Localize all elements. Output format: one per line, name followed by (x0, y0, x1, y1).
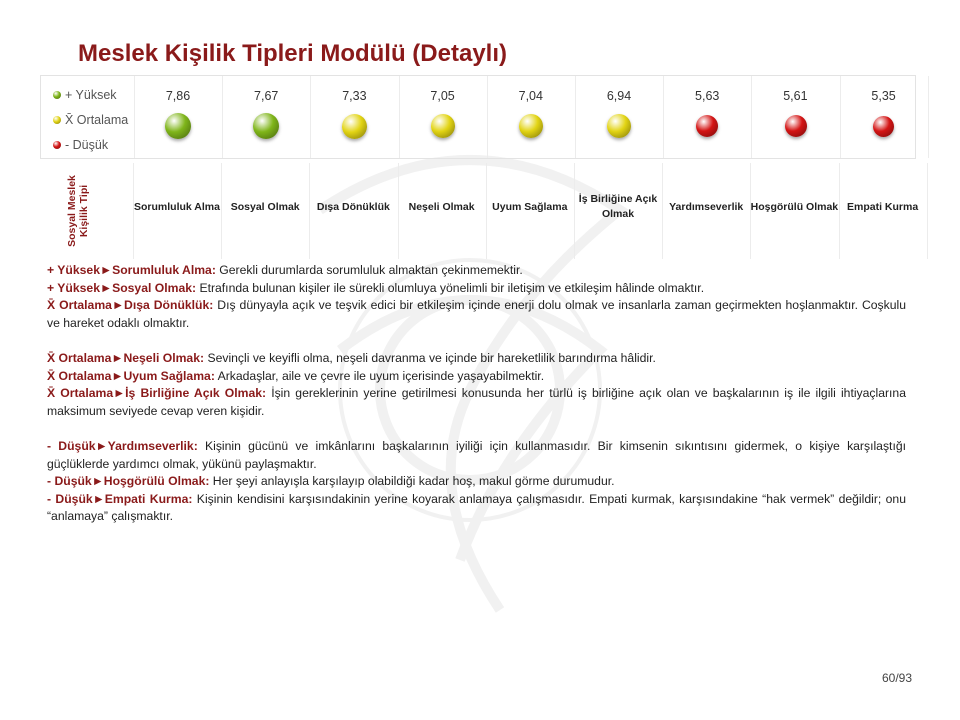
category-label: Empati Kurma (847, 200, 919, 213)
yellow-dot-icon (53, 116, 61, 124)
spacer (47, 332, 906, 350)
legend-item (53, 107, 128, 132)
category-row (40, 163, 919, 259)
grid-line (928, 76, 929, 158)
trait-description (47, 491, 906, 526)
score-value: 7,05 (430, 89, 455, 103)
row-title-text: Sosyal Meslek Kişilik Tipi (66, 175, 90, 247)
trait-name: Yardımseverlik: (107, 438, 198, 453)
score-value: 5,63 (695, 89, 720, 103)
pointer-icon: ► (95, 438, 108, 453)
trait-description (47, 385, 906, 420)
score-value: 5,61 (783, 89, 808, 103)
score-ball-icon (519, 114, 543, 138)
score-ball-icon (342, 114, 367, 139)
trait-name: Uyum Sağlama: (123, 368, 215, 383)
trait-name: Sorumluluk Alma: (112, 263, 216, 277)
score-value: 6,94 (606, 89, 632, 103)
trait-description (47, 262, 906, 280)
category-label: Dışa Dönüklük (316, 200, 390, 213)
trait-description (47, 368, 906, 386)
trait-level: - Düşük (47, 438, 96, 453)
legend-label: + Yüksek (65, 87, 117, 102)
pointer-icon: ► (111, 298, 125, 313)
category-label: İş Birliğine Açık Olmak (578, 193, 658, 220)
pointer-icon: ► (111, 350, 124, 365)
red-dot-icon (53, 141, 61, 149)
score-value: 7,67 (254, 89, 279, 103)
trait-text: Sevinçli ve keyifli olma, neşeli davranma ve içinde bir hareketlilik barındırma hâlidir. (204, 350, 656, 365)
page-title: Meslek Kişilik Tipleri Modülü (Detaylı) (78, 40, 507, 67)
legend-item (53, 132, 128, 157)
trait-name: Neşeli Olmak: (123, 350, 205, 365)
score-value: 7,33 (342, 89, 367, 103)
score-value: 7,86 (165, 89, 191, 103)
score-ball-icon (785, 115, 807, 137)
pointer-icon: ► (113, 386, 126, 401)
trait-level: X̄ Ortalama (47, 350, 112, 365)
description-content (47, 262, 906, 526)
score-value: 5,35 (871, 89, 896, 103)
pointer-icon: ► (91, 474, 104, 489)
grid-line (927, 163, 928, 259)
trait-level: - Düşük (47, 491, 93, 506)
trait-level: X̄ Ortalama (47, 298, 112, 313)
score-ball-icon (165, 113, 191, 139)
trait-text: Her şeyi anlayışla karşılayıp olabildiği kadar hoş, makul görme durumudur. (209, 474, 615, 489)
trait-text: Dış dünyayla açık ve teşvik edici bir etkileşim içinde enerji dolu olmak ve insanlarla zaman geçirmekten hoşlanmaktır. Coşkulu ve hareket odaklı olmaktır. (47, 298, 906, 330)
pointer-icon: ► (99, 263, 113, 277)
category-label: Sosyal Olmak (230, 200, 300, 213)
spacer (47, 420, 906, 438)
pointer-icon: ► (99, 280, 113, 295)
score-ball-icon (696, 115, 718, 137)
score-chart (40, 75, 916, 159)
trait-level: + Yüksek (47, 280, 100, 295)
trait-text: Kişinin kendisini karşısındakinin yerine koyarak anlamaya çalışmasıdır. Empati kurmak, karşısındakine “hak vermek” değildir; onu “anlamaya” çalışmaktır. (47, 491, 906, 524)
green-dot-icon (53, 91, 61, 99)
trait-level: - Düşük (47, 474, 92, 489)
chart-legend (53, 82, 128, 157)
score-value: 7,04 (518, 89, 543, 103)
score-ball-icon (607, 114, 631, 138)
legend-label: - Düşük (65, 137, 109, 152)
trait-level: + Yüksek (47, 263, 100, 277)
trait-description (47, 350, 906, 368)
trait-level: X̄ Ortalama (47, 368, 112, 383)
category-label: Neşeli Olmak (408, 200, 475, 213)
score-ball-icon (431, 114, 455, 138)
row-title (56, 167, 100, 255)
trait-name: Empati Kurma: (104, 491, 193, 506)
trait-description (47, 438, 906, 473)
trait-name: Dışa Dönüklük: (124, 298, 214, 313)
trait-level: X̄ Ortalama (47, 386, 114, 401)
legend-item (53, 82, 128, 107)
trait-description (47, 280, 906, 298)
score-ball-icon (253, 113, 279, 139)
page-number: 60/93 (881, 671, 912, 685)
category-label: Uyum Sağlama (492, 200, 568, 213)
trait-name: İş Birliğine Açık Olmak: (125, 386, 267, 401)
category-label: Yardımseverlik (669, 200, 744, 213)
category-label: Sorumluluk Alma (134, 200, 220, 213)
trait-text: Etrafında bulunan kişiler ile sürekli olumluya yönelimli bir iletişim ve etkileşim hâlinde olmaktır. (196, 280, 705, 295)
trait-name: Sosyal Olmak: (112, 280, 197, 295)
trait-name: Hoşgörülü Olmak: (103, 474, 210, 489)
pointer-icon: ► (92, 491, 105, 506)
trait-description (47, 297, 906, 332)
score-ball-icon (873, 116, 894, 137)
trait-text: Arkadaşlar, aile ve çevre ile uyum içerisinde yaşayabilmektir. (214, 368, 545, 383)
pointer-icon: ► (111, 368, 124, 383)
category-label: Hoşgörülü Olmak (750, 200, 839, 213)
trait-text: Kişinin gücünü ve imkânlarını başkalarının iyiliği için kullanmasıdır. Bir kimsenin sıkıntısını gidermek, o kişiye karşılaştığı güçlüklerde yardımcı olmak, yükünü paylaşmaktır. (47, 438, 906, 471)
trait-description (47, 473, 906, 491)
trait-text: İşin gereklerinin yerine getirilmesi konusunda her türlü iş birliğine açık olan ve başkalarının iş ile ilgili ihtiyaçlarına maksimum seviyede cevap veren kişidir. (47, 386, 906, 418)
trait-text: Gerekli durumlarda sorumluluk almaktan çekinmemektir. (215, 263, 523, 277)
legend-label: X̄ Ortalama (65, 112, 129, 127)
